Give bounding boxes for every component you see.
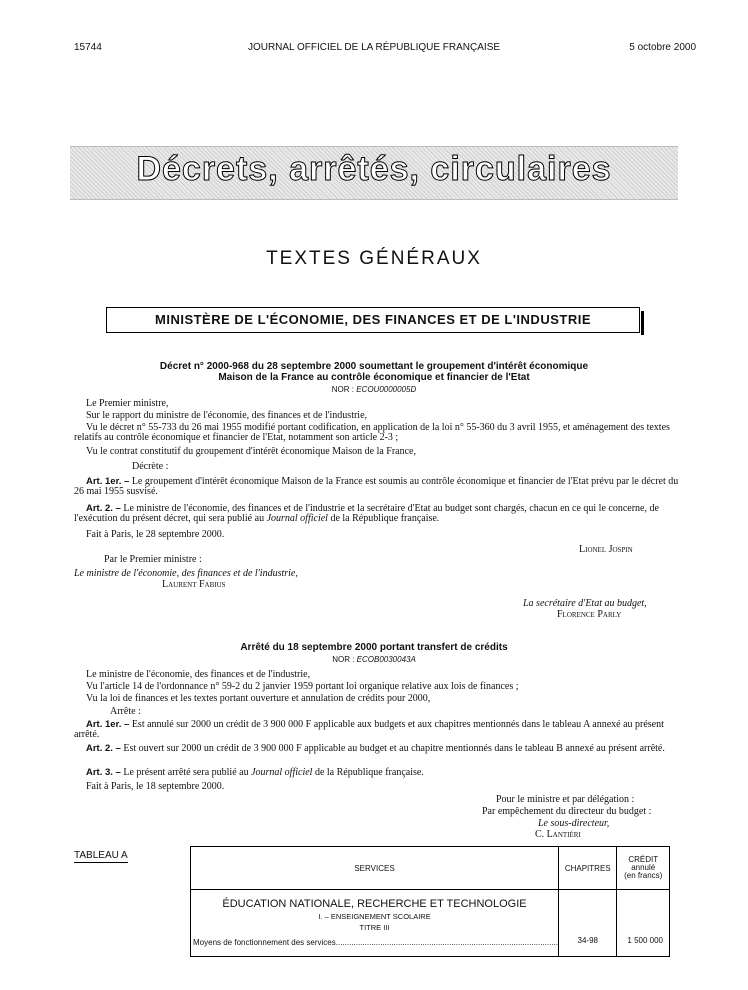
cell-amount: 1 500 000 [617, 890, 670, 957]
by-pm: Par le Premier ministre : [104, 554, 202, 565]
arrete-nor: NOR : ECOB0030043A [332, 655, 416, 664]
banner-title: Décrets, arrêtés, circulaires [136, 150, 612, 188]
arrete-art2: Art. 2. – Est ouvert sur 2000 un crédit de 3 900 000 F applicable au budget et au chapitre mentionnés dans le tableau B annexé au présent arrêté. [86, 743, 665, 754]
minister-role: Le ministre de l'économie, des finances et de l'industrie, [74, 568, 298, 579]
decree-p1: Le Premier ministre, [86, 398, 169, 409]
col-chapitres: CHAPITRES [559, 847, 617, 890]
page-number: 15744 [74, 42, 102, 53]
decree-p2: Sur le rapport du ministre de l'économie, des finances et de l'industrie, [86, 410, 368, 421]
decree-decrete: Décrète : [132, 461, 169, 472]
arrete-sig-2: Par empêchement du directeur du budget : [482, 806, 652, 817]
arrete-p2: Vu l'article 14 de l'ordonnance n° 59-2 du 2 janvier 1959 portant loi organique relative aux lois de finances ; [86, 681, 519, 692]
table-ministry: ÉDUCATION NATIONALE, RECHERCHE ET TECHNOLOGIE [222, 898, 527, 910]
arrete-art1: Art. 1er. – Est annulé sur 2000 un crédit de 3 900 000 F applicable aux budgets et aux chapitres mentionnés dans le tableau A annexé au présent arrêté. [74, 719, 664, 740]
signatory-pm: Lionel Jospin [579, 544, 633, 555]
decree-title-line2: Maison de la France au contrôle économique et financier de l'Etat [218, 372, 530, 383]
table-row-label: Moyens de fonctionnement des services.................................................................................................... [193, 938, 559, 947]
cell-chapitre: 34-98 [559, 890, 617, 957]
decree-art2: Art. 2. – Le ministre de l'économie, des finances et de l'industrie et la secrétaire d'Etat au budget sont chargés, chacun en ce qui le concerne, de l'exécution du présent décret, qui sera publié au Journal officiel de la République française. [74, 503, 659, 524]
table-sub: I. – ENSEIGNEMENT SCOLAIRE [318, 912, 431, 921]
issue-date: 5 octobre 2000 [629, 42, 696, 53]
arrete-sig-3: Le sous-directeur, [538, 818, 610, 829]
minister-name: Laurent Fabius [162, 579, 226, 590]
decree-p4: Vu le contrat constitutif du groupement d'intérêt économique Maison de la France, [86, 446, 416, 457]
arrete-arrete: Arrête : [110, 706, 141, 717]
tableau-label: TABLEAU A [74, 850, 128, 861]
table-titre: TITRE III [359, 923, 390, 932]
decree-title-line1: Décret n° 2000-968 du 28 septembre 2000 soumettant le groupement d'intérêt économique [159, 361, 589, 372]
decree-title [60, 361, 688, 383]
col-services: SERVICES [191, 847, 559, 890]
cell-services [191, 890, 559, 957]
secretary-role: La secrétaire d'Etat au budget, [523, 598, 647, 609]
col-credit: CRÉDIT annulé (en francs) [617, 847, 670, 890]
decree-p3: Vu le décret n° 55-733 du 26 mai 1955 modifié portant codification, en application de la loi n° 55-360 du 3 avril 1955, et aménagement des textes relatifs au contrôle économique et financier de l'Etat, notamment son article 2-3 ; [74, 422, 670, 443]
arrete-art3: Art. 3. – Le présent arrêté sera publié au Journal officiel de la République française. [86, 767, 424, 778]
tableau-header-row [191, 847, 670, 890]
ministry-box: MINISTÈRE DE L'ÉCONOMIE, DES FINANCES ET DE L'INDUSTRIE [106, 307, 640, 333]
journal-title: JOURNAL OFFICIEL DE LA RÉPUBLIQUE FRANÇAISE [247, 42, 501, 53]
arrete-sig-4: C. Lantiéri [535, 829, 581, 840]
arrete-p3: Vu la loi de finances et les textes portant ouverture et annulation de crédits pour 2000, [86, 693, 431, 704]
table-row [191, 890, 670, 957]
arrete-done: Fait à Paris, le 18 septembre 2000. [86, 781, 225, 792]
arrete-title: Arrêté du 18 septembre 2000 portant transfert de crédits [240, 642, 508, 653]
decree-done: Fait à Paris, le 28 septembre 2000. [86, 529, 225, 540]
tableau-a [190, 846, 670, 957]
arrete-p1: Le ministre de l'économie, des finances et de l'industrie, [86, 669, 311, 680]
decree-art1: Art. 1er. – Le groupement d'intérêt économique Maison de la France est soumis au contrôle économique et financier de l'Etat prévu par le décret du 26 mai 1955 susvisé. [74, 476, 679, 497]
arrete-sig-1: Pour le ministre et par délégation : [496, 794, 635, 805]
decree-nor: NOR : ECOU0000005D [331, 385, 417, 394]
section-title: TEXTES GÉNÉRAUX [266, 248, 482, 269]
secretary-name: Florence Parly [557, 609, 622, 620]
